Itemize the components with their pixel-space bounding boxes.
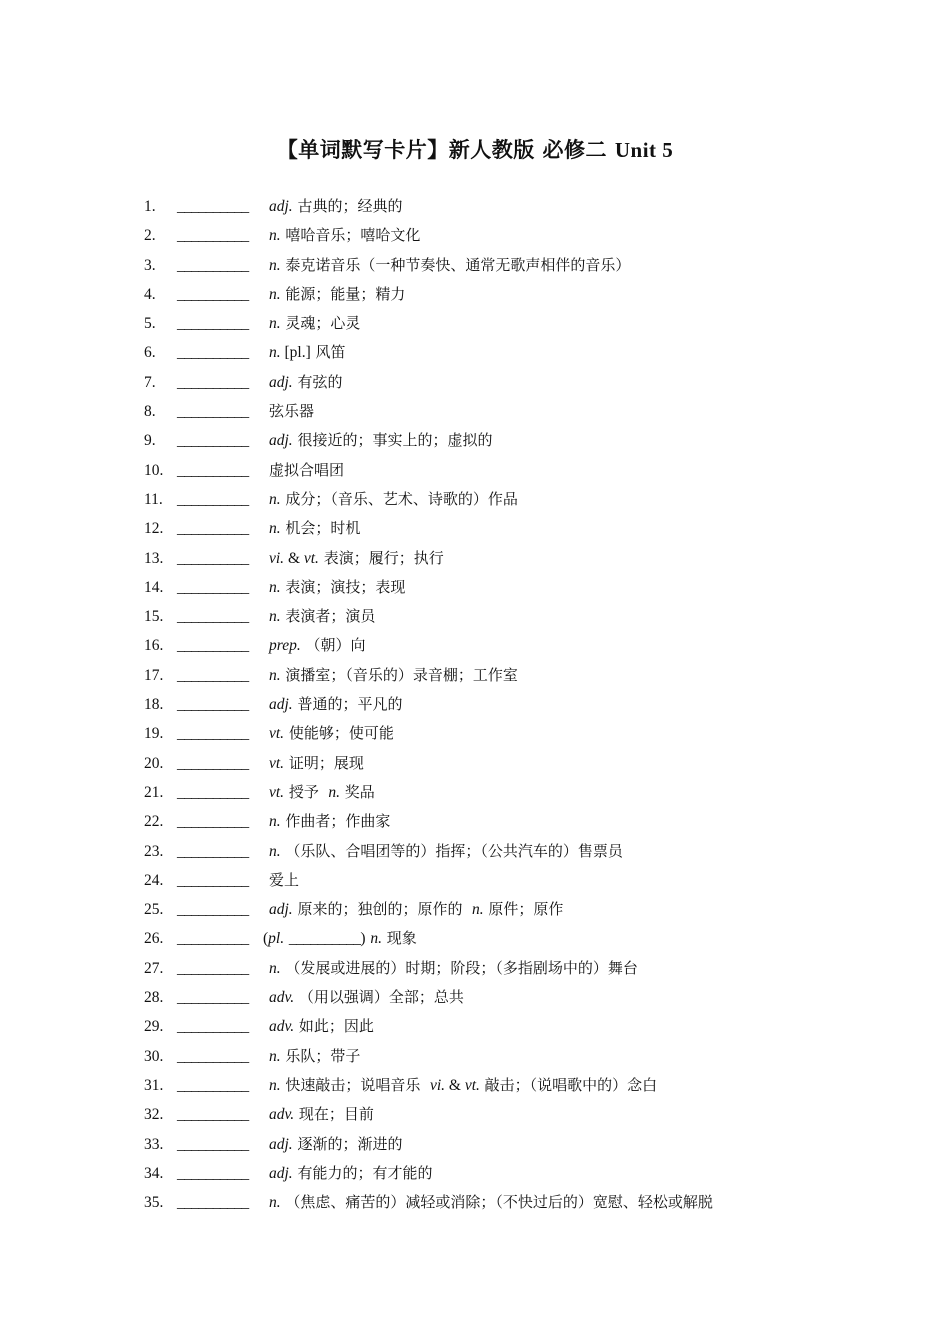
- part-of-speech: n.: [269, 227, 281, 245]
- part-of-speech: adv.: [269, 1106, 295, 1124]
- plural-open: (: [263, 930, 269, 948]
- item-number: 2.: [144, 227, 156, 245]
- definition-text: 机会；时机: [280, 519, 361, 538]
- part-of-speech: vi.: [269, 549, 285, 567]
- item-definition: [269, 690, 402, 719]
- part-of-speech: n.: [269, 1076, 281, 1094]
- list-item: [144, 631, 844, 660]
- definition-text: 奖品: [340, 782, 375, 801]
- definition-text: 有弦的: [292, 372, 343, 391]
- item-definition: [269, 1159, 432, 1188]
- answer-blank[interactable]: __________: [177, 1194, 249, 1212]
- item-definition: [269, 1130, 402, 1159]
- part-of-speech: n.: [269, 490, 281, 508]
- page-title: [0, 136, 950, 164]
- item-definition: [269, 426, 492, 455]
- part-of-speech: n.: [269, 344, 281, 362]
- item-number: 19.: [144, 725, 164, 743]
- list-item: [144, 426, 844, 455]
- answer-blank[interactable]: __________: [177, 227, 249, 245]
- list-item: [144, 280, 844, 309]
- definition-text: 古典的；经典的: [292, 197, 403, 215]
- part-of-speech: vt.: [269, 754, 285, 772]
- part-of-speech: adv.: [269, 1018, 295, 1036]
- definition-text: 敲击；（说唱歌中的）念白: [479, 1075, 658, 1094]
- part-of-speech: n.: [370, 930, 382, 948]
- part-of-speech: adj.: [269, 1135, 293, 1153]
- item-number: 28.: [144, 989, 164, 1007]
- answer-blank[interactable]: __________: [177, 959, 249, 977]
- answer-blank[interactable]: __________: [177, 1047, 249, 1065]
- list-item: [144, 778, 844, 807]
- item-definition: [269, 983, 464, 1012]
- answer-blank[interactable]: __________: [177, 520, 249, 538]
- list-item: [144, 338, 844, 367]
- list-item: [144, 661, 844, 690]
- definition-text: （发展或进展的）时期；阶段；（多指剧场中的）舞台: [280, 958, 638, 977]
- item-number: 33.: [144, 1135, 164, 1153]
- item-definition: [269, 1012, 374, 1041]
- answer-blank[interactable]: __________: [177, 285, 249, 303]
- item-number: 15.: [144, 608, 164, 626]
- answer-blank[interactable]: __________: [177, 432, 249, 450]
- part-of-speech: vt.: [303, 549, 319, 567]
- item-number: 29.: [144, 1018, 164, 1036]
- answer-blank[interactable]: __________: [177, 930, 249, 948]
- answer-blank[interactable]: __________: [177, 871, 249, 889]
- list-item: [144, 719, 844, 748]
- item-definition: [269, 837, 623, 866]
- list-item: [144, 602, 844, 631]
- item-number: 11.: [144, 490, 163, 508]
- latin-text: &: [284, 549, 304, 567]
- item-number: 24.: [144, 871, 164, 889]
- list-item: [144, 924, 844, 953]
- part-of-speech: n.: [269, 520, 281, 538]
- item-definition: [269, 631, 366, 660]
- definition-text: 嘻哈音乐；嘻哈文化: [280, 226, 421, 245]
- item-number: 26.: [144, 930, 164, 948]
- list-item: [144, 221, 844, 250]
- item-definition: [269, 251, 630, 280]
- item-number: 3.: [144, 256, 156, 274]
- item-number: 7.: [144, 373, 156, 391]
- definition-text: 表演者；演员: [280, 607, 376, 626]
- answer-blank[interactable]: __________: [177, 373, 249, 391]
- list-item: [144, 1100, 844, 1129]
- part-of-speech: adv.: [269, 989, 295, 1007]
- item-number: 9.: [144, 432, 156, 450]
- plural-close: ): [360, 930, 366, 948]
- answer-blank[interactable]: __________: [177, 666, 249, 684]
- part-of-speech: prep.: [269, 637, 301, 655]
- list-item: [144, 397, 844, 426]
- item-definition: [269, 280, 405, 309]
- item-number: 22.: [144, 813, 164, 831]
- part-of-speech: n.: [472, 901, 484, 919]
- list-item: [144, 837, 844, 866]
- item-number: 17.: [144, 666, 164, 684]
- item-number: 32.: [144, 1106, 164, 1124]
- definition-text: 泰克诺音乐（一种节奏快、通常无歌声相伴的音乐）: [280, 255, 631, 274]
- item-number: 27.: [144, 959, 164, 977]
- definition-text: 普通的；平凡的: [292, 695, 403, 714]
- list-item: [144, 1130, 844, 1159]
- answer-blank[interactable]: __________: [177, 842, 249, 860]
- item-number: 1.: [144, 198, 156, 215]
- definition-text: 有能力的；有才能的: [292, 1163, 433, 1182]
- definition-text: 爱上: [269, 870, 300, 889]
- item-definition: [269, 602, 375, 631]
- item-definition: [269, 1042, 360, 1071]
- answer-blank[interactable]: __________: [177, 725, 249, 743]
- definition-text: 证明；展现: [284, 753, 364, 772]
- part-of-speech: n.: [269, 608, 281, 626]
- item-definition: [269, 1100, 374, 1129]
- item-definition: [269, 573, 405, 602]
- item-number: 5.: [144, 315, 156, 333]
- definition-text: 原件；原作: [483, 900, 564, 919]
- part-of-speech: n.: [269, 285, 281, 303]
- item-definition: [269, 895, 563, 924]
- answer-blank[interactable]: __________: [177, 1164, 249, 1182]
- list-item: [144, 251, 844, 280]
- answer-blank[interactable]: __________: [177, 637, 249, 655]
- item-number: 12.: [144, 520, 164, 538]
- answer-blank[interactable]: __________: [177, 344, 249, 362]
- answer-blank[interactable]: __________: [177, 754, 249, 772]
- item-definition: [269, 866, 299, 895]
- item-number: 25.: [144, 901, 164, 919]
- answer-blank[interactable]: __________: [177, 198, 249, 215]
- item-definition: [269, 778, 375, 807]
- item-definition: [269, 514, 360, 543]
- item-number: 10.: [144, 461, 164, 479]
- latin-text: [pl.]: [280, 344, 311, 362]
- list-item: [144, 866, 844, 895]
- item-number: 31.: [144, 1076, 164, 1094]
- list-item: [144, 544, 844, 573]
- part-of-speech: n.: [269, 256, 281, 274]
- part-of-speech: adj.: [269, 696, 293, 714]
- definition-text: 表演；演技；表现: [280, 577, 406, 596]
- answer-blank[interactable]: __________: [177, 901, 249, 919]
- item-number: 14.: [144, 578, 164, 596]
- part-of-speech: n.: [328, 783, 340, 801]
- item-definition: [263, 924, 417, 953]
- answer-blank[interactable]: __________: [177, 783, 249, 801]
- item-definition: [269, 1071, 657, 1100]
- answer-blank[interactable]: __________: [177, 403, 249, 421]
- definition-text: 弦乐器: [269, 402, 315, 421]
- definition-text: 灵魂；心灵: [280, 314, 361, 333]
- vocabulary-list: [144, 192, 844, 1217]
- part-of-speech: adj.: [269, 901, 293, 919]
- list-item: [144, 749, 844, 778]
- item-definition: [269, 397, 314, 426]
- definition-text: 能源；能量；精力: [280, 284, 406, 303]
- list-item: [144, 368, 844, 397]
- definition-text: 现象: [381, 929, 417, 948]
- item-definition: [269, 661, 518, 690]
- definition-text: 作曲者；作曲家: [280, 812, 391, 831]
- answer-blank[interactable]: __________: [177, 813, 249, 831]
- answer-blank[interactable]: __________: [177, 1135, 249, 1153]
- item-number: 4.: [144, 285, 156, 303]
- list-item: [144, 807, 844, 836]
- list-item: [144, 1188, 844, 1217]
- definition-text: （焦虑、痛苦的）减轻或消除；（不快过后的）宽慰、轻松或解脱: [280, 1193, 713, 1212]
- answer-blank[interactable]: __________: [177, 549, 249, 567]
- list-item: [144, 192, 844, 221]
- definition-text: 现在；目前: [294, 1105, 374, 1124]
- list-item: [144, 690, 844, 719]
- part-of-speech: n.: [269, 1047, 281, 1065]
- list-item: [144, 485, 844, 514]
- item-number: 20.: [144, 754, 164, 772]
- answer-blank[interactable]: __________: [177, 256, 249, 274]
- item-number: 6.: [144, 344, 156, 362]
- definition-text: 如此；因此: [294, 1017, 374, 1036]
- part-of-speech: n.: [269, 666, 281, 684]
- answer-blank[interactable]: __________: [177, 578, 249, 596]
- answer-blank[interactable]: __________: [177, 1018, 249, 1036]
- plural-answer-blank[interactable]: __________: [288, 930, 361, 948]
- list-item: [144, 1042, 844, 1071]
- item-definition: [269, 807, 390, 836]
- definition-text: 使能够；使可能: [284, 724, 394, 743]
- answer-blank[interactable]: __________: [177, 490, 249, 508]
- latin-text: &: [445, 1076, 465, 1094]
- part-of-speech: adj.: [269, 198, 293, 215]
- definition-text: 快速敲击；说唱音乐: [280, 1075, 430, 1094]
- definition-text: 风笛: [310, 343, 346, 362]
- item-number: 13.: [144, 549, 164, 567]
- item-definition: [269, 719, 394, 748]
- definition-text: 授予: [284, 782, 329, 801]
- definition-text: 成分；（音乐、艺术、诗歌的）作品: [280, 489, 518, 508]
- definition-text: （朝）向: [300, 636, 366, 655]
- part-of-speech: vt.: [269, 783, 285, 801]
- part-of-speech: adj.: [269, 432, 293, 450]
- definition-text: 乐队；带子: [280, 1046, 361, 1065]
- part-of-speech: n.: [269, 959, 281, 977]
- part-of-speech: n.: [269, 842, 281, 860]
- item-definition: [269, 1188, 713, 1217]
- item-definition: [269, 338, 346, 367]
- definition-text: 逐渐的；渐进的: [292, 1134, 403, 1153]
- part-of-speech: vt.: [464, 1076, 480, 1094]
- answer-blank[interactable]: __________: [177, 696, 249, 714]
- definition-text: 原来的；独创的；原作的: [292, 900, 472, 919]
- part-of-speech: n.: [269, 315, 281, 333]
- answer-blank[interactable]: __________: [177, 461, 249, 479]
- item-definition: [269, 749, 364, 778]
- item-number: 23.: [144, 842, 164, 860]
- part-of-speech: n.: [269, 578, 281, 596]
- answer-blank[interactable]: __________: [177, 1076, 249, 1094]
- definition-text: 演播室；（音乐的）录音棚；工作室: [280, 665, 518, 684]
- item-definition: [269, 192, 402, 221]
- plural-label: pl.: [268, 930, 285, 948]
- list-item: [144, 573, 844, 602]
- definition-text: 虚拟合唱团: [269, 460, 345, 479]
- answer-blank[interactable]: __________: [177, 315, 249, 333]
- item-number: 16.: [144, 637, 164, 655]
- part-of-speech: adj.: [269, 1164, 293, 1182]
- item-definition: [269, 309, 360, 338]
- list-item: [144, 309, 844, 338]
- list-item: [144, 954, 844, 983]
- item-definition: [269, 456, 344, 485]
- part-of-speech: adj.: [269, 373, 293, 391]
- list-item: [144, 456, 844, 485]
- item-number: 8.: [144, 403, 156, 421]
- definition-text: （用以强调）全部；总共: [294, 988, 464, 1007]
- list-item: [144, 983, 844, 1012]
- list-item: [144, 1012, 844, 1041]
- item-number: 18.: [144, 696, 164, 714]
- answer-blank[interactable]: __________: [177, 989, 249, 1007]
- list-item: [144, 895, 844, 924]
- item-definition: [269, 368, 342, 397]
- title-text: 【单词默写卡片】新人教版 必修二: [276, 138, 608, 162]
- list-item: [144, 1159, 844, 1188]
- item-definition: [269, 544, 444, 573]
- answer-blank[interactable]: __________: [177, 608, 249, 626]
- definition-text: （乐队、合唱团等的）指挥；（公共汽车的）售票员: [280, 841, 623, 860]
- item-definition: [269, 485, 518, 514]
- list-item: [144, 514, 844, 543]
- item-definition: [269, 221, 420, 250]
- item-number: 30.: [144, 1047, 164, 1065]
- part-of-speech: vt.: [269, 725, 285, 743]
- part-of-speech: n.: [269, 813, 281, 831]
- part-of-speech: vi.: [429, 1076, 445, 1094]
- title-unit: Unit 5: [614, 138, 674, 162]
- item-definition: [269, 954, 638, 983]
- item-number: 35.: [144, 1194, 164, 1212]
- answer-blank[interactable]: __________: [177, 1106, 249, 1124]
- list-item: [144, 1071, 844, 1100]
- definition-text: 很接近的；事实上的；虚拟的: [292, 431, 493, 450]
- item-number: 21.: [144, 783, 164, 801]
- definition-text: 表演；履行；执行: [318, 548, 444, 567]
- part-of-speech: n.: [269, 1194, 281, 1212]
- item-number: 34.: [144, 1164, 164, 1182]
